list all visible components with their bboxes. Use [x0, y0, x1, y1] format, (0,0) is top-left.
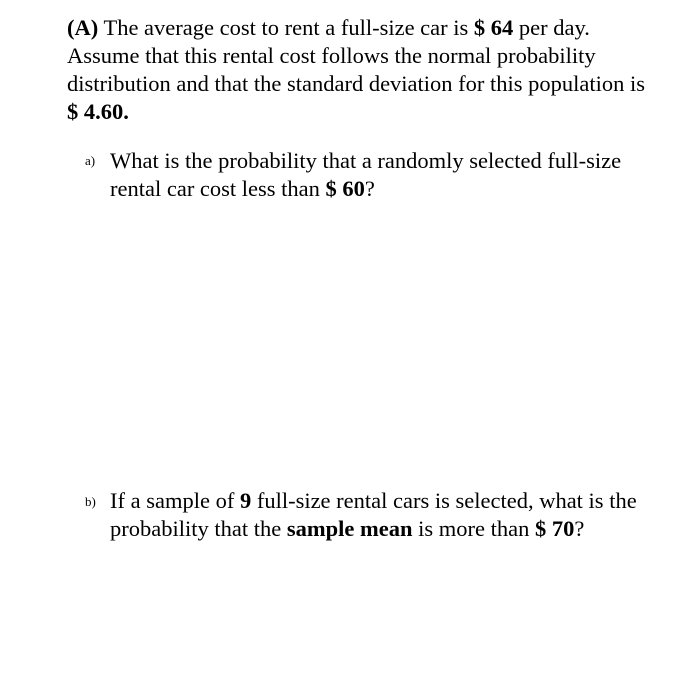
question-b-text-5: ? [574, 516, 585, 541]
question-b-text-4: is more than [418, 516, 530, 541]
question-a-text-1: What is the probability that a randomly selected full-size [110, 148, 622, 173]
question-b-value: $ 70 [534, 516, 575, 541]
standard-deviation: $ 4.60. [67, 99, 129, 124]
intro-text-3: Assume that this rental cost follows the normal probability [67, 43, 596, 68]
sample-mean-emphasis: sample mean [286, 516, 413, 541]
question-b-text-1: If a sample of [110, 488, 235, 513]
problem-intro [67, 14, 667, 126]
question-a-marker: a) [85, 153, 96, 168]
question-a-value: $ 60 [325, 176, 365, 201]
question-b-text-3: probability that the [110, 516, 282, 541]
question-a [85, 147, 670, 203]
intro-text-4: distribution and that the standard deviation for this population is [67, 71, 646, 96]
problem-label: (A) [67, 15, 99, 40]
question-b-text-2: full-size rental cars is selected, what is the [256, 488, 637, 513]
intro-text-2: per day. [518, 15, 590, 40]
question-a-text-2: rental car cost less than [110, 176, 320, 201]
sample-size: 9 [239, 488, 252, 513]
question-b [85, 487, 670, 543]
intro-text-1: The average cost to rent a full-size car is [103, 15, 469, 40]
question-b-marker: b) [85, 494, 96, 509]
question-a-text-3: ? [364, 176, 375, 201]
mean-price: $ 64 [473, 15, 514, 40]
